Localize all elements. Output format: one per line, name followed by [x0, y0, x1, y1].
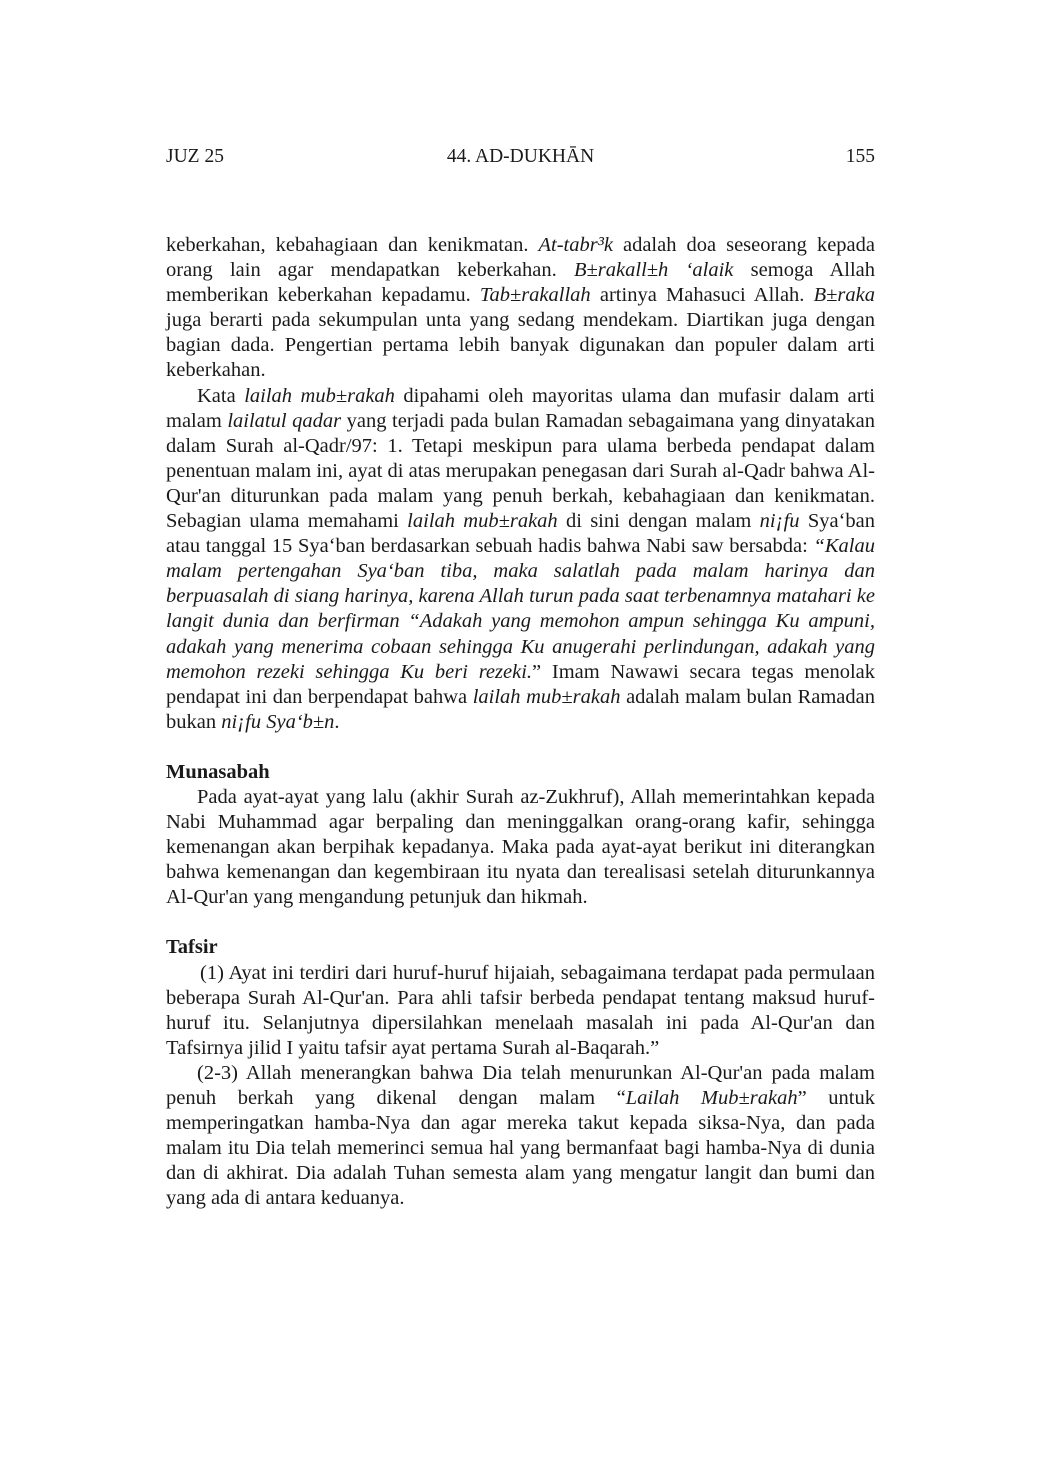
italic-term: ni¡fu: [759, 510, 800, 533]
paragraph-tafsir-ayat-2-3: [166, 1061, 875, 1212]
text-span: yang terjadi pada bulan Ramadan sebagaimana yang dinyatakan dalam Surah al-Qadr/97: 1. Tetapi meskipun para ulama berbeda pendapat dalam penentuan malam ini, ayat di atas merupakan penegasan dari Surah al-Qadr bahwa Al-Qur'an diturunkan pada malam yang penuh berkah, kebahagiaan dan kenikmatan. Sebagian ulama memahami: [166, 409, 875, 533]
italic-term: lailah mub±rakah: [407, 510, 558, 533]
italic-term: Tab±rakallah: [479, 284, 591, 307]
text-span: (2-3) Allah menerangkan bahwa Dia telah menurunkan Al-Qur'an pada malam penuh berkah yang dikenal dengan malam “: [166, 1061, 875, 1109]
text-span: .: [334, 710, 340, 733]
text-span: dipahami oleh mayoritas ulama dan mufasir dalam arti malam: [166, 384, 876, 432]
hadith-quote: “Kalau malam pertengahan Sya‘ban tiba, maka salatlah pada malam harinya dan berpuasalah di siang harinya, karena Allah turun pada saat terbenamnya matahari ke langit dunia dan berfirman “Adakah yang memohon ampun sehingga Ku ampuni, adakah yang menerima cobaan sehingga Ku anugerahi perlindungan, adakah yang memohon rezeki sehingga Ku beri rezeki.: [166, 535, 875, 683]
text-span: ” Imam Nawawi secara tegas menolak pendapat ini dan berpendapat bahwa: [166, 660, 875, 708]
running-header: [166, 146, 875, 174]
text-span: di sini dengan malam: [557, 510, 760, 533]
text-span: juga berarti pada sekumpulan unta yang sedang mendekam. Diartikan juga dengan bagian dada. Pengertian pertama lebih banyak digunakan dan populer dalam arti keberkahan.: [166, 309, 875, 382]
italic-term: Lailah Mub±rakah: [625, 1087, 798, 1109]
body-text: [166, 233, 875, 1211]
paragraph-tafsir-ayat-1: (1) Ayat ini terdiri dari huruf-huruf hijaiah, sebagaimana terdapat pada permulaan beberapa Surah Al-Qur'an. Para ahli tafsir berbeda pendapat tentang maksud huruf-huruf itu. Selanjutnya dipersilahkan menelaah masalah ini pada Al-Qur'an dan Tafsirnya jilid I yaitu tafsir ayat pertama Surah al-Baqarah.”: [166, 961, 875, 1059]
page-number: 155: [845, 146, 875, 167]
text-span: adalah doa seseorang kepada orang lain agar mendapatkan keberkahan.: [166, 234, 875, 282]
tafsir-heading: Tafsir: [166, 936, 218, 959]
text-span: artinya Mahasuci Allah.: [590, 284, 814, 307]
text-span: adalah malam bulan Ramadan bukan: [166, 685, 875, 733]
paragraph-lailah-mubarakah: [166, 384, 875, 735]
italic-term: lailah mub±rakah: [244, 384, 395, 407]
italic-term: lailatul qadar: [227, 409, 342, 432]
juz-label: JUZ 25: [166, 146, 224, 167]
text-span: keberkahan, kebahagiaan dan kenikmatan.: [166, 234, 539, 256]
section-gap: [166, 735, 875, 760]
italic-term: At-tabr³k: [538, 234, 613, 256]
italic-term: B±rakall±h ‘alaik: [574, 259, 734, 282]
italic-term: B±raka: [813, 284, 875, 307]
italic-term: ni¡fu Sya‘b±n: [221, 710, 335, 733]
text-span: semoga Allah memberikan keberkahan kepadamu.: [166, 259, 876, 307]
italic-term: lailah mub±rakah: [472, 685, 621, 708]
text-span: Sya‘ban atau tanggal 15 Sya‘ban berdasarkan sebuah hadis bahwa Nabi saw bersabda:: [166, 510, 876, 558]
text-span: Kata: [197, 384, 245, 407]
section-gap: [166, 910, 875, 935]
paragraph-keberkahan: [166, 233, 875, 384]
munasabah-heading: Munasabah: [166, 760, 270, 783]
paragraph-munasabah: Pada ayat-ayat yang lalu (akhir Surah az-Zukhruf), Allah memerintahkan kepada Nabi Muhammad agar berpaling dan meninggalkan orang-orang kafir, sehingga kemenangan akan berpihak kepadanya. Maka pada ayat-ayat berikut ini diterangkan bahwa kemenangan dan kegembiraan itu nyata dan terealisasi setelah diturunkannya Al-Qur'an yang mengandung petunjuk dan hikmah.: [166, 785, 875, 909]
text-span: ” untuk memperingatkan hamba-Nya dan agar mereka takut kepada siksa-Nya, dan pada malam itu Dia telah memerinci semua hal yang bermanfaat bagi hamba-Nya di dunia dan di akhirat. Dia adalah Tuhan semesta alam yang mengatur langit dan bumi dan yang ada di antara keduanya.: [166, 1087, 875, 1210]
surah-title: 44. AD-DUKHĀN: [446, 146, 595, 167]
